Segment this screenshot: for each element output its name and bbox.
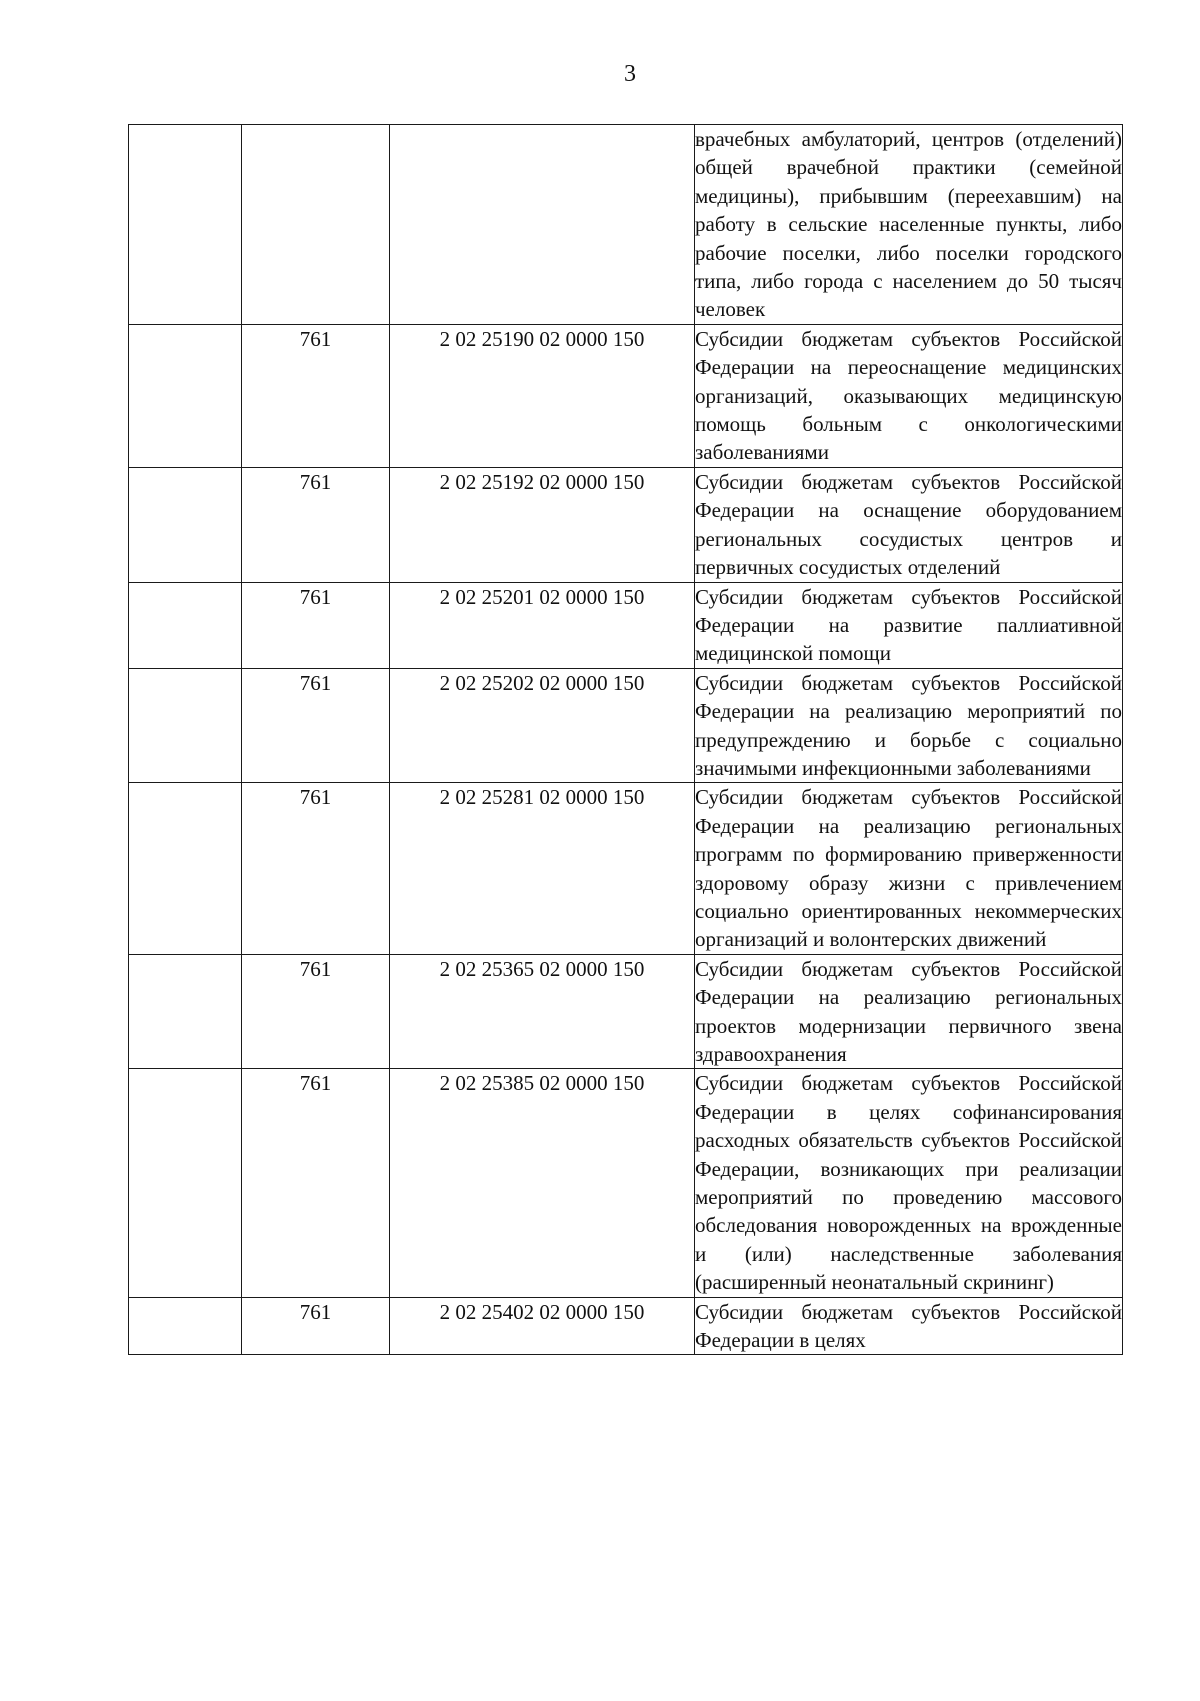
empty-cell xyxy=(129,582,242,668)
admin-code-cell: 761 xyxy=(242,668,390,783)
budget-code-cell: 2 02 25402 02 0000 150 xyxy=(390,1297,695,1355)
budget-code-cell xyxy=(390,125,695,325)
description-cell: Субсидии бюджетам субъектов Российской Федерации на развитие паллиативной медицинской помощи xyxy=(695,582,1123,668)
admin-code-cell xyxy=(242,125,390,325)
table-row xyxy=(129,668,1123,783)
table-row xyxy=(129,1297,1123,1355)
description-cell: врачебных амбулаторий, центров (отделений) общей врачебной практики (семейной медицины), прибывшим (переехавшим) на работу в сельские населенные пункты, либо рабочие поселки, либо поселки городского типа, либо города с населением до 50 тысяч человек xyxy=(695,125,1123,325)
empty-cell xyxy=(129,954,242,1069)
empty-cell xyxy=(129,467,242,582)
page-number: 3 xyxy=(624,61,636,87)
empty-cell xyxy=(129,783,242,954)
admin-code-cell: 761 xyxy=(242,1069,390,1297)
table-row xyxy=(129,324,1123,467)
description-cell: Субсидии бюджетам субъектов Российской Федерации на реализацию региональных проектов модернизации первичного звена здравоохранения xyxy=(695,954,1123,1069)
description-cell: Субсидии бюджетам субъектов Российской Федерации на переоснащение медицинских организаций, оказывающих медицинскую помощь больным с онкологическими заболеваниями xyxy=(695,324,1123,467)
table-row xyxy=(129,1069,1123,1297)
admin-code-cell: 761 xyxy=(242,582,390,668)
table-row xyxy=(129,125,1123,325)
empty-cell xyxy=(129,1069,242,1297)
admin-code-cell: 761 xyxy=(242,954,390,1069)
table-row xyxy=(129,467,1123,582)
description-cell: Субсидии бюджетам субъектов Российской Федерации в целях xyxy=(695,1297,1123,1355)
admin-code-cell: 761 xyxy=(242,467,390,582)
table-row xyxy=(129,954,1123,1069)
description-cell: Субсидии бюджетам субъектов Российской Федерации в целях софинансирования расходных обязательств субъектов Российской Федерации, возникающих при реализации мероприятий по проведению массового обследования новорожденных на врожденные и (или) наследственные заболевания (расширенный неонатальный скрининг) xyxy=(695,1069,1123,1297)
budget-code-cell: 2 02 25201 02 0000 150 xyxy=(390,582,695,668)
admin-code-cell: 761 xyxy=(242,1297,390,1355)
budget-code-cell: 2 02 25385 02 0000 150 xyxy=(390,1069,695,1297)
description-cell: Субсидии бюджетам субъектов Российской Федерации на оснащение оборудованием региональных сосудистых центров и первичных сосудистых отделений xyxy=(695,467,1123,582)
budget-code-cell: 2 02 25190 02 0000 150 xyxy=(390,324,695,467)
empty-cell xyxy=(129,1297,242,1355)
budget-code-cell: 2 02 25202 02 0000 150 xyxy=(390,668,695,783)
description-cell: Субсидии бюджетам субъектов Российской Федерации на реализацию региональных программ по формированию приверженности здоровому образу жизни с привлечением социально ориентированных некоммерческих организаций и волонтерских движений xyxy=(695,783,1123,954)
empty-cell xyxy=(129,668,242,783)
budget-code-cell: 2 02 25281 02 0000 150 xyxy=(390,783,695,954)
table-row xyxy=(129,582,1123,668)
table-row xyxy=(129,783,1123,954)
empty-cell xyxy=(129,125,242,325)
budget-code-cell: 2 02 25365 02 0000 150 xyxy=(390,954,695,1069)
budget-classification-table xyxy=(128,124,1123,1355)
budget-code-cell: 2 02 25192 02 0000 150 xyxy=(390,467,695,582)
empty-cell xyxy=(129,324,242,467)
admin-code-cell: 761 xyxy=(242,783,390,954)
admin-code-cell: 761 xyxy=(242,324,390,467)
description-cell: Субсидии бюджетам субъектов Российской Федерации на реализацию мероприятий по предупреждению и борьбе с социально значимыми инфекционными заболеваниями xyxy=(695,668,1123,783)
